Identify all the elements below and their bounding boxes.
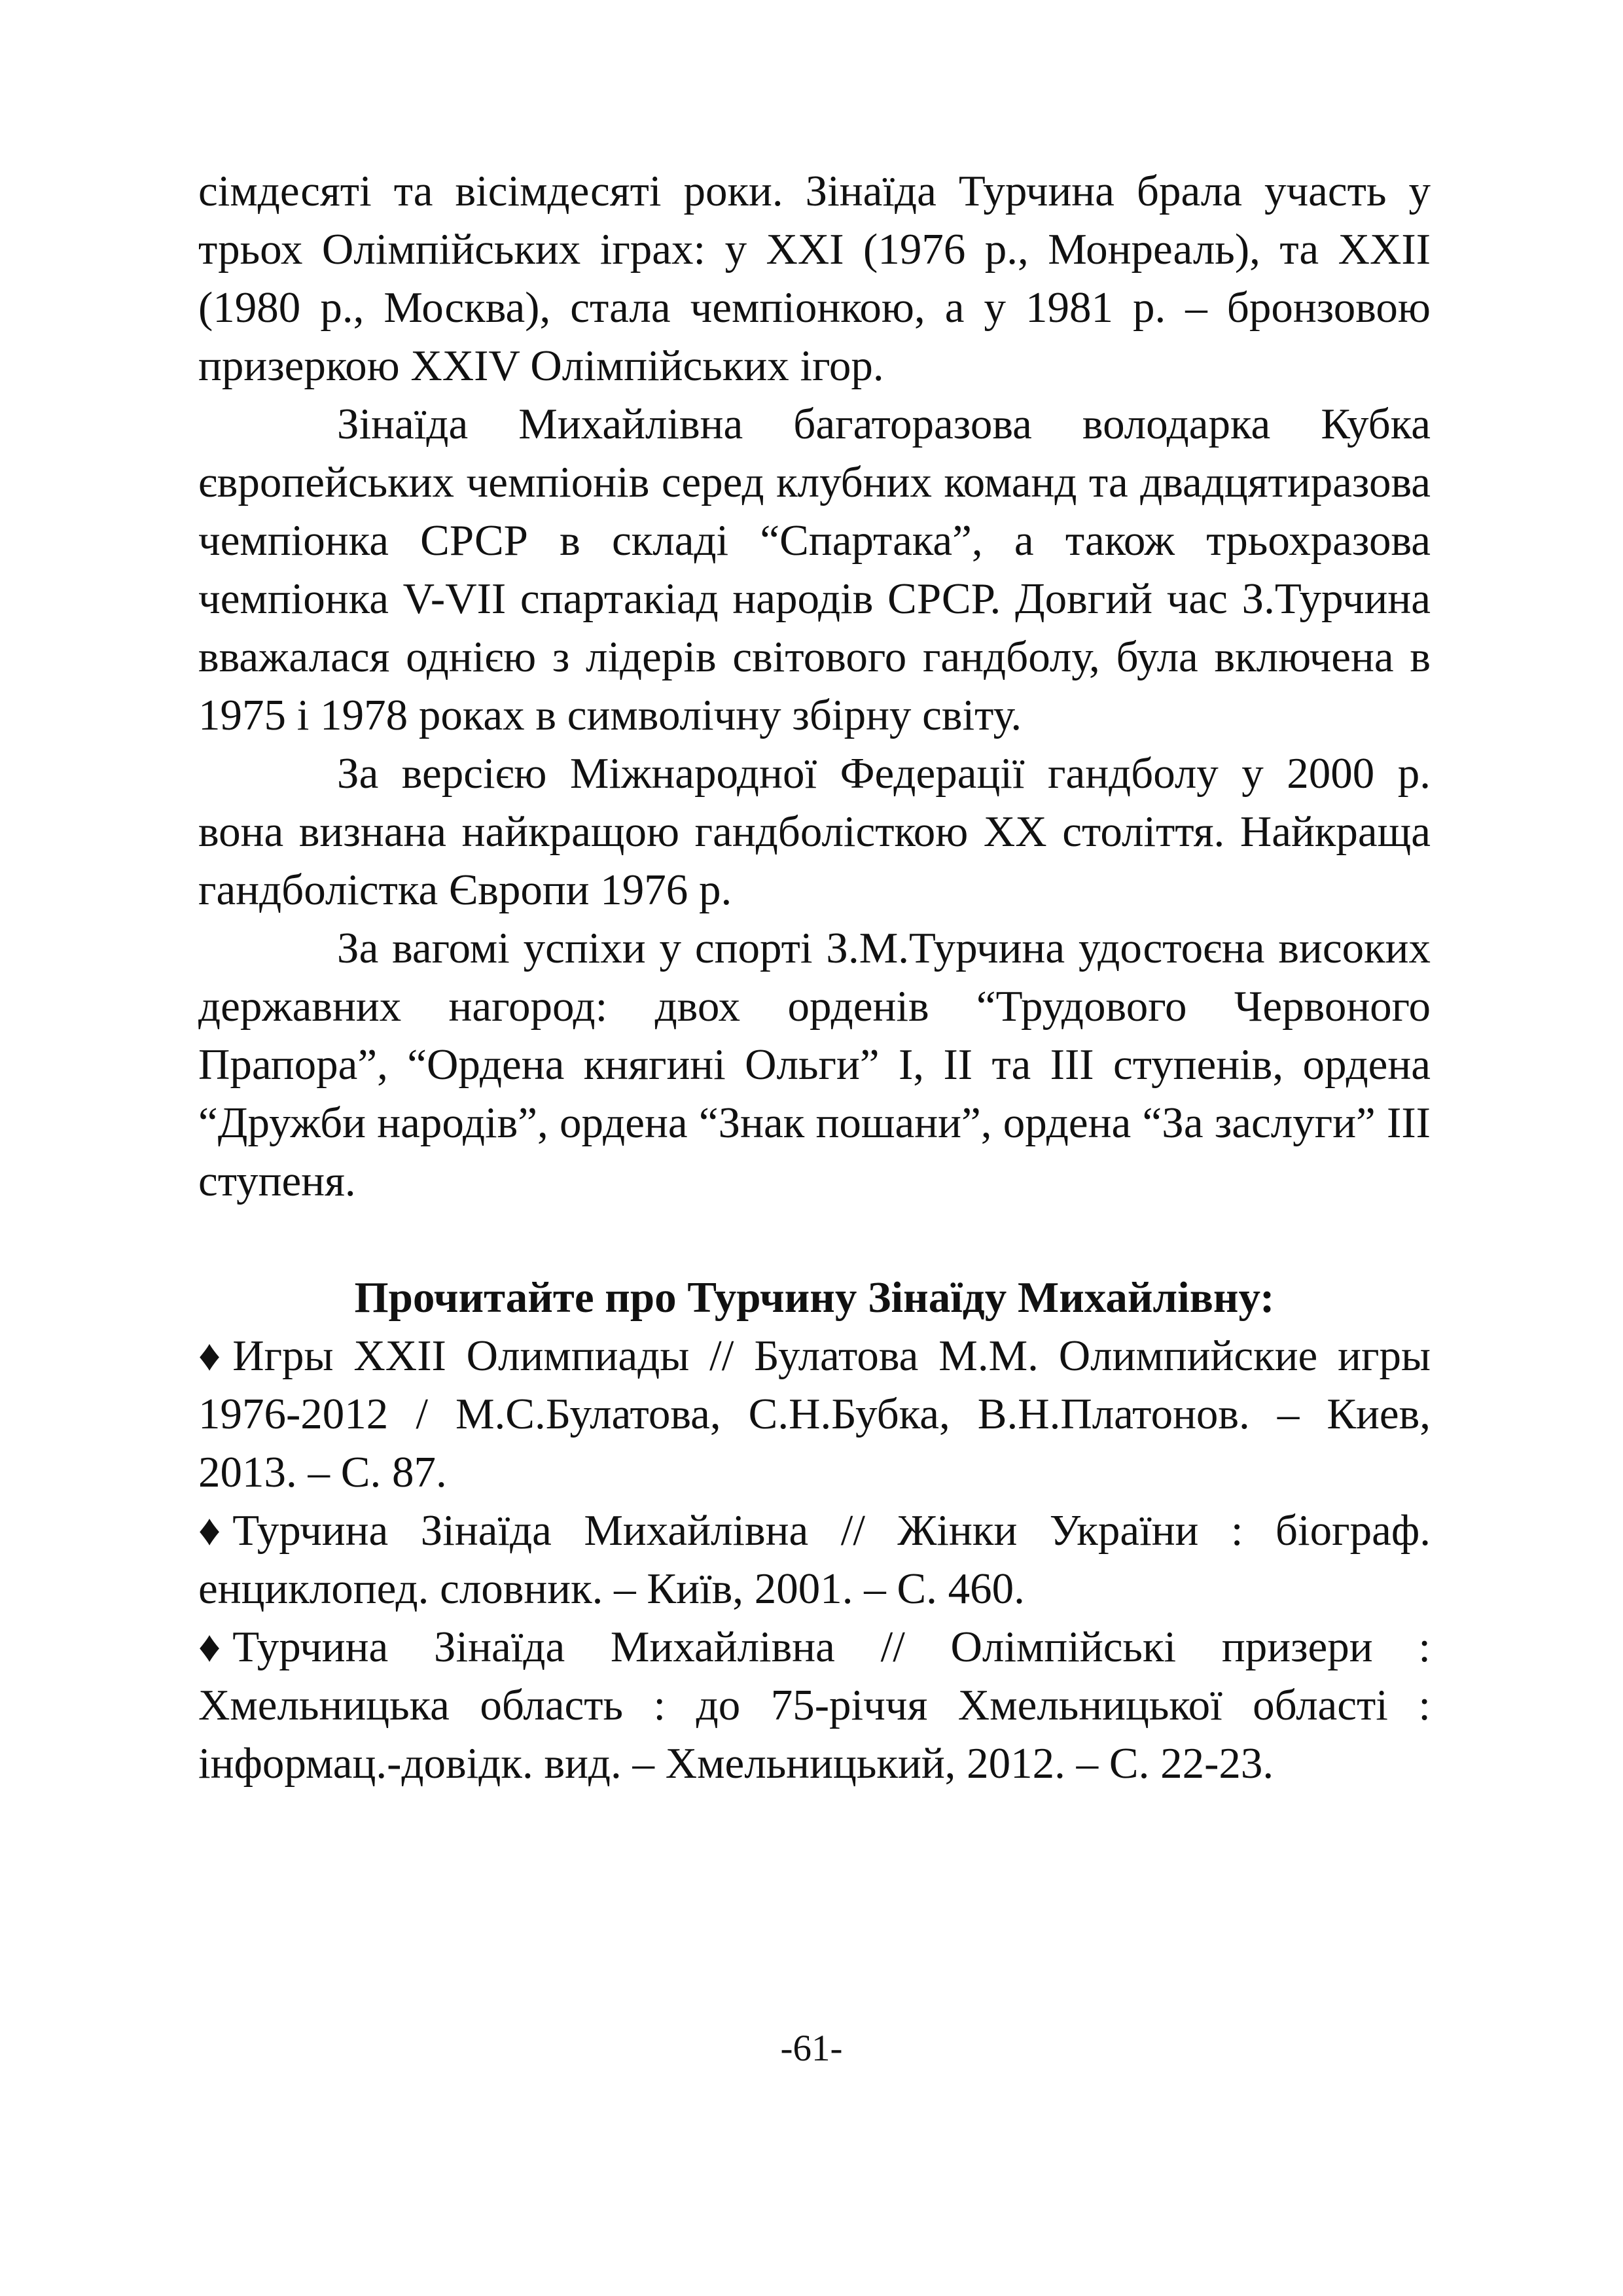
reference-item-1 bbox=[198, 1327, 1431, 1502]
reference-text-2: Турчина Зінаїда Михайлівна // Жінки України : біограф. енциклопед. словник. – Київ, 2001. – С. 460. bbox=[198, 1506, 1431, 1613]
paragraph-2: Зінаїда Михайлівна багаторазова володарка Кубка європейських чемпіонів серед клубних команд та двадцятиразова чемпіонка СРСР в складі “Спартака”, а також трьохразова чемпіонка V-VII спартакіад народів СРСР. Довгий час З.Турчина вважалася однією з лідерів світового гандболу, була включена в 1975 і 1978 роках в символічну збірну світу. bbox=[198, 400, 1431, 739]
paragraph-4: За вагомі успіхи у спорті З.М.Турчина удостоєна високих державних нагород: двох орденів “Трудового Червоного Прапора”, “Ордена княгині Ольги” І, ІІ та ІІІ ступенів, ордена “Дружби народів”, ордена “Знак пошани”, ордена “За заслуги” ІІІ ступеня. bbox=[198, 924, 1431, 1205]
reference-item-3 bbox=[198, 1618, 1431, 1793]
reference-text-3: Турчина Зінаїда Михайлівна // Олімпійські призери : Хмельницька область : до 75-річчя Хмельницької області : інформац.-довідк. вид. – Хмельницький, 2012. – С. 22-23. bbox=[198, 1623, 1431, 1788]
diamond-bullet-icon: ♦ bbox=[198, 1506, 221, 1555]
diamond-bullet-icon: ♦ bbox=[198, 1623, 221, 1671]
paragraph-3: За версією Міжнародної Федерації гандболу у 2000 р. вона визнана найкращою гандболісткою XX століття. Найкраща гандболістка Європи 1976 р. bbox=[198, 749, 1431, 914]
reference-item-2 bbox=[198, 1502, 1431, 1618]
paragraph-1: сімдесяті та вісімдесяті роки. Зінаїда Турчина брала участь у трьох Олімпійських іграх: у XXI (1976 р., Монреаль), та XXII (1980 р., Москва), стала чемпіонкою, а у 1981 р. – бронзовою призеркою XXIV Олімпійських ігор. bbox=[198, 167, 1431, 390]
reference-text-1: Игры XXII Олимпиады // Булатова М.М. Олимпийские игры 1976-2012 / М.С.Булатова, С.Н.Бубка, В.Н.Платонов. – Киев, 2013. – С. 87. bbox=[198, 1332, 1431, 1496]
references-heading: Прочитайте про Турчину Зінаїду Михайлівну: bbox=[354, 1273, 1275, 1322]
page-content bbox=[198, 162, 1431, 1793]
page-number: -61- bbox=[780, 2028, 843, 2069]
diamond-bullet-icon: ♦ bbox=[198, 1332, 221, 1380]
